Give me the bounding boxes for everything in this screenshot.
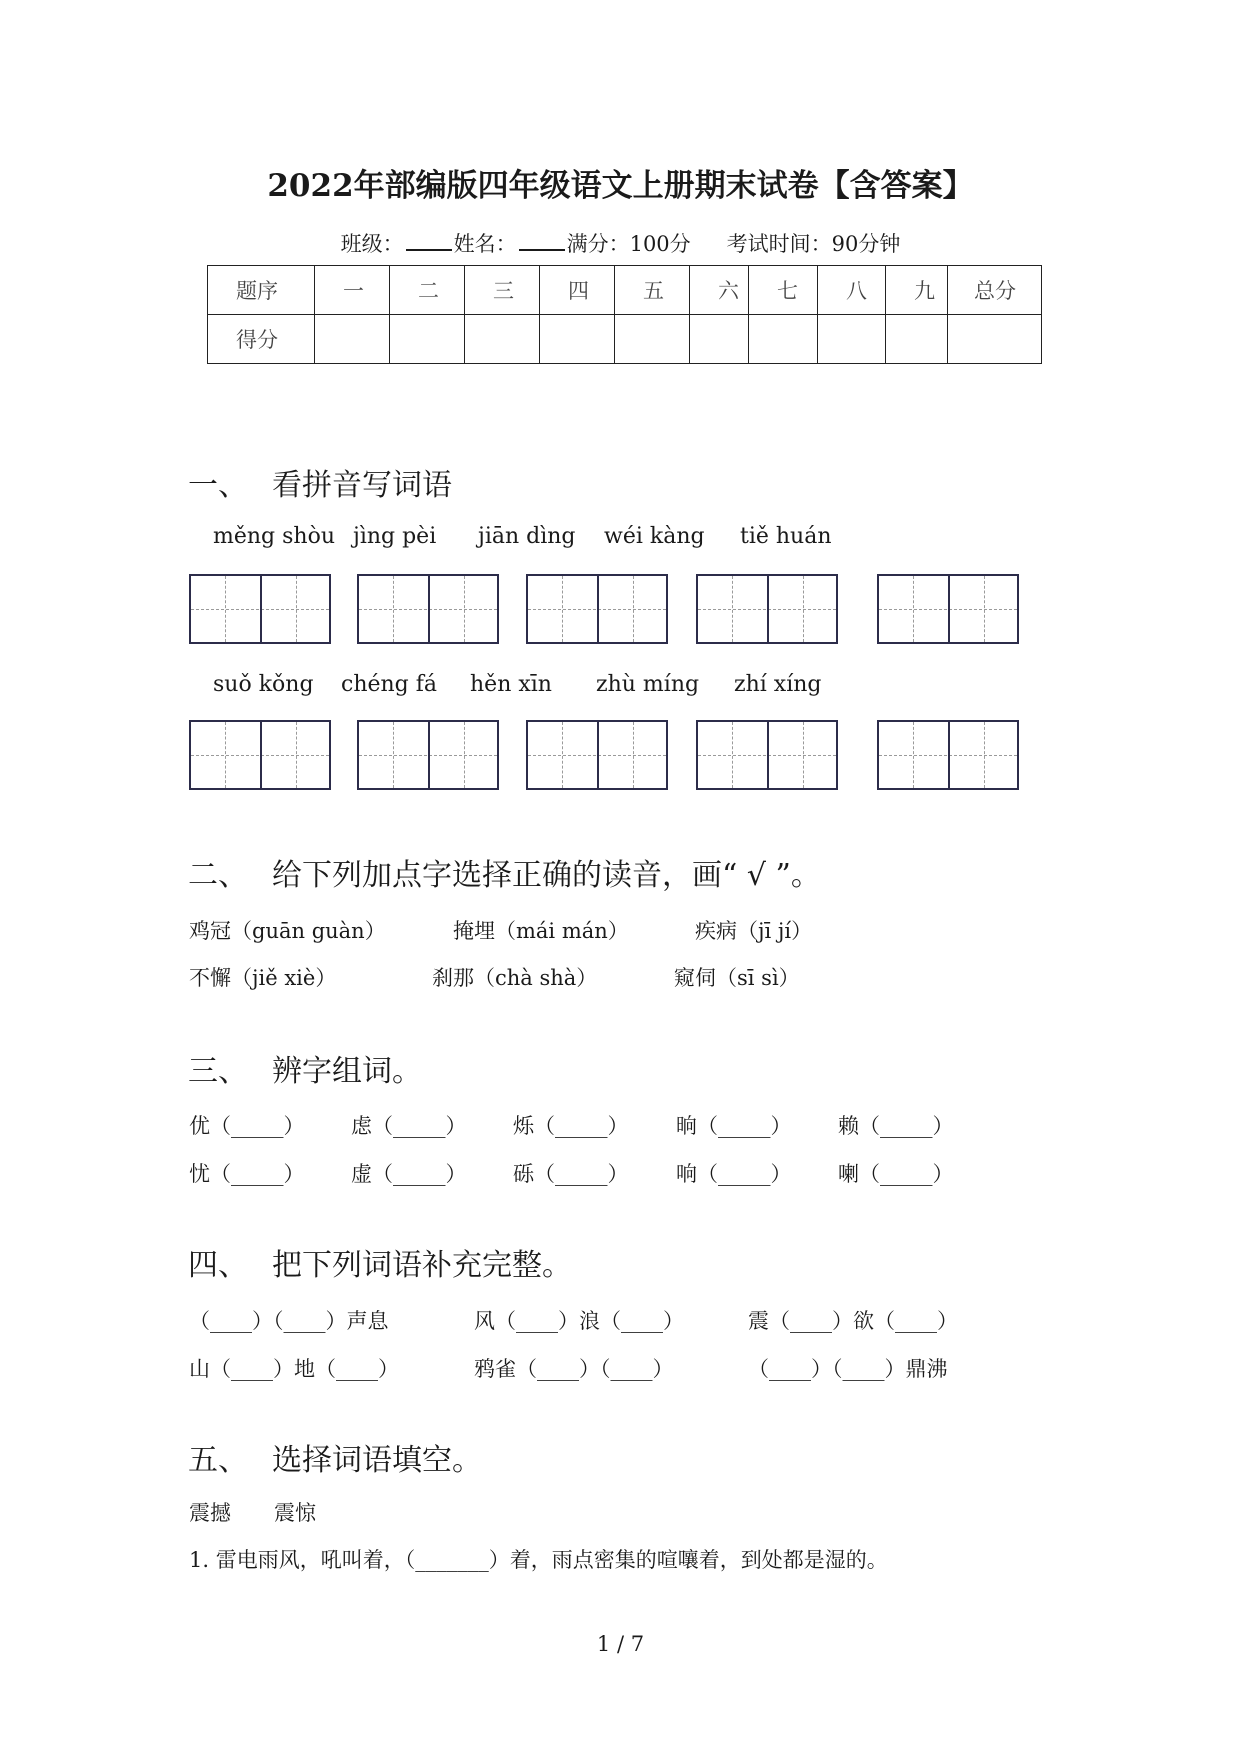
score-header-cell: 一 [315,266,390,315]
idiom-completion-item[interactable]: 山（____）地（____） [189,1357,399,1381]
idiom-completion-item[interactable]: （____）（____）鼎沸 [748,1357,948,1381]
section2-title: 给下列加点字选择正确的读音，画“ √ ”。 [272,858,821,893]
full-score: 满分：100分 [566,232,691,256]
pinyin-label: jiān dìng [478,524,576,549]
score-header-cell: 八 [818,266,886,315]
tianzige-writing-box[interactable] [357,720,499,790]
tianzige-writing-box[interactable] [189,720,331,790]
section4-number: 四、 [188,1248,248,1283]
pinyin-label: chéng fá [341,672,438,697]
score-cell[interactable] [465,315,540,364]
section1-heading [188,460,452,504]
word-formation-item[interactable]: 砾（_____） [513,1162,629,1186]
score-cell[interactable] [615,315,690,364]
section5-number: 五、 [188,1443,248,1478]
score-table [207,265,1042,364]
word-option: 震撼 [189,1501,231,1525]
score-header-cell: 六 [690,266,749,315]
pronunciation-item[interactable]: 鸡冠（guān guàn） [189,919,386,943]
section3-number: 三、 [188,1054,248,1089]
word-formation-item[interactable]: 优（_____） [189,1114,305,1138]
score-header-cell: 二 [390,266,465,315]
class-blank[interactable] [406,231,452,251]
pronunciation-item[interactable]: 疾病（jī jí） [695,919,813,943]
tianzige-writing-box[interactable] [877,720,1019,790]
score-cell[interactable] [390,315,465,364]
tianzige-writing-box[interactable] [696,720,838,790]
exam-info [0,228,1241,258]
section2-number: 二、 [188,858,248,893]
section2-heading [188,850,821,894]
section5-title: 选择词语填空。 [272,1443,482,1478]
score-header-cell: 三 [465,266,540,315]
word-formation-item[interactable]: 虑（_____） [351,1114,467,1138]
score-row-label: 得分 [208,315,315,364]
score-header-cell: 七 [749,266,818,315]
section1-number: 一、 [188,468,248,503]
tianzige-writing-box[interactable] [526,720,668,790]
idiom-completion-item[interactable]: 风（____）浪（____） [474,1309,684,1333]
score-table-header-row [208,266,1042,315]
score-cell[interactable] [540,315,615,364]
tianzige-writing-box[interactable] [526,574,668,644]
section4-heading [188,1240,572,1284]
score-cell[interactable] [948,315,1042,364]
score-header-cell: 四 [540,266,615,315]
word-formation-item[interactable]: 赖（_____） [838,1114,954,1138]
pinyin-label: suǒ kǒng [213,672,314,697]
fill-blank-question[interactable]: 1. 雷电雨风，吼叫着，（_______）着，雨点密集的喧嚷着，到处都是湿的。 [189,1548,888,1572]
score-cell[interactable] [315,315,390,364]
section3-title: 辨字组词。 [272,1054,422,1089]
tianzige-writing-box[interactable] [877,574,1019,644]
idiom-completion-item[interactable]: （____）（____）声息 [189,1309,389,1333]
pronunciation-item[interactable]: 不懈（jiě xiè） [189,966,337,990]
score-cell[interactable] [749,315,818,364]
page-title: 2022年部编版四年级语文上册期末试卷【含答案】 [267,168,974,204]
section4-title: 把下列词语补充完整。 [272,1248,572,1283]
name-blank[interactable] [519,231,565,251]
pinyin-label: wéi kàng [604,524,705,549]
pinyin-label: měng shòu [213,524,335,549]
section5-heading [188,1435,482,1479]
word-formation-item[interactable]: 烁（_____） [513,1114,629,1138]
class-label: 班级： [340,232,404,256]
page-number: 1 / 7 [596,1632,645,1656]
pronunciation-item[interactable]: 掩埋（mái mán） [453,919,629,943]
score-cell[interactable] [818,315,886,364]
word-formation-item[interactable]: 响（_____） [676,1162,792,1186]
idiom-completion-item[interactable]: 震（____）欲（____） [748,1309,958,1333]
score-header-cell: 总分 [948,266,1042,315]
pinyin-label: hěn xīn [470,672,552,697]
score-cell[interactable] [690,315,749,364]
tianzige-writing-box[interactable] [357,574,499,644]
pronunciation-item[interactable]: 刹那（chà shà） [432,966,598,990]
score-cell[interactable] [886,315,948,364]
score-header-cell: 题序 [208,266,315,315]
word-formation-item[interactable]: 晌（_____） [676,1114,792,1138]
score-header-cell: 五 [615,266,690,315]
word-formation-item[interactable]: 忧（_____） [189,1162,305,1186]
score-header-cell: 九 [886,266,948,315]
pronunciation-item[interactable]: 窥伺（sī sì） [674,966,800,990]
score-table-score-row [208,315,1042,364]
pinyin-label: tiě huán [740,524,832,549]
word-option: 震惊 [274,1501,316,1525]
exam-time: 考试时间：90分钟 [726,232,901,256]
word-formation-item[interactable]: 喇（_____） [838,1162,954,1186]
section1-title: 看拼音写词语 [272,468,452,503]
name-label: 姓名： [453,232,517,256]
section3-heading [188,1046,422,1090]
tianzige-writing-box[interactable] [189,574,331,644]
pinyin-label: zhí xíng [734,672,822,697]
pinyin-label: zhù míng [596,672,700,697]
tianzige-writing-box[interactable] [696,574,838,644]
pinyin-label: jìng pèi [353,524,437,549]
word-formation-item[interactable]: 虚（_____） [351,1162,467,1186]
idiom-completion-item[interactable]: 鸦雀（____）（____） [474,1357,674,1381]
